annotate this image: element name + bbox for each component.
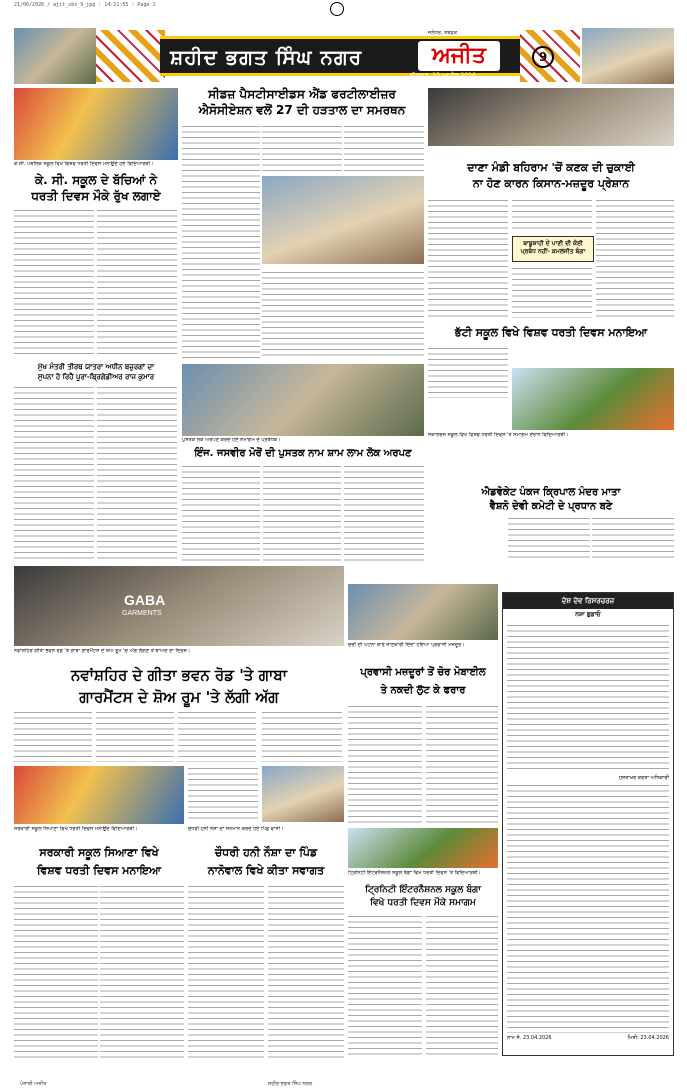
trinity-headline: ਟ੍ਰਿਨਿਟੀ ਇੰਟਰਨੈਸ਼ਨਲ ਸਕੂਲ ਬੰਗਾ ਵਿਖੇ ਧਰਤੀ ਦਿਵਸ ਮੌਕੇ ਸਮਾਗਮ <box>365 885 481 908</box>
mandi-body-col4 <box>596 198 674 318</box>
chaudhary-photo <box>262 766 344 822</box>
mandi-photo <box>428 88 674 146</box>
book-launch-photo <box>182 364 424 436</box>
theft-body-col2 <box>426 704 498 824</box>
fire-caption: ਨਵਾਂਸ਼ਹਿਰ ਗੀਤਾ ਭਵਨ ਰੋਡ 'ਤੇ ਗਾਬਾ ਗਾਰਮੈਂਟਸ ਦੇ ਸ਼ੋਅ ਰੂਮ 'ਚ ਅੱਗ ਲੱਗਣ ਤੋਂ ਬਾਅਦ ਦਾ ਦ੍ਰਿਸ਼। <box>14 648 191 654</box>
cm-plaque-body-col1 <box>14 385 94 560</box>
strike-body-col3 <box>344 124 424 174</box>
theft-body-col1 <box>348 704 422 824</box>
theft-caption: ਚੋਰੀ ਦੀ ਘਟਨਾ ਬਾਰੇ ਜਾਣਕਾਰੀ ਦਿੰਦਾ ਹੋਇਆ ਪ੍ਰਵਾਸੀ ਮਜ਼ਦੂਰ। <box>348 642 465 648</box>
notice-sign-off: ਹਸਤਾਖਰ ਕਰਤਾ ਅਧਿਕਾਰੀ <box>618 775 669 781</box>
strike-body-col1 <box>182 124 260 362</box>
kc-school-headline: ਕੇ. ਸੀ. ਸਕੂਲ ਦੇ ਬੱਚਿਆਂ ਨੇ ਧਰਤੀ ਦਿਵਸ ਮੌਕੇ ਰੁੱਖ ਲਗਾਏ <box>31 173 161 203</box>
strike-photo <box>262 176 424 264</box>
masthead-pattern-left <box>95 30 165 82</box>
masthead-statue-photo <box>14 28 96 84</box>
page-number: 9 <box>532 46 554 68</box>
book-body-col2 <box>263 464 341 562</box>
kc-school-body-col1 <box>14 208 94 358</box>
kc-school-photo <box>14 88 178 160</box>
chaudhary-headline: ਚੌਧਰੀ ਹਨੀ ਨੌਸ਼ਾ ਦਾ ਪਿੰਡ ਨਾਨੋਵਾਲ ਵਿਖੇ ਕੀਤਾ ਸਵਾਗਤ <box>207 846 325 877</box>
fire-body-col1 <box>14 710 92 762</box>
advocate-body-col2 <box>592 516 674 562</box>
strike-body-col2 <box>262 124 342 174</box>
masthead <box>160 36 520 79</box>
public-notice <box>502 592 674 1056</box>
gaba-sign: GABA <box>124 592 166 608</box>
cm-plaque-headline: ਮੁੱਖ ਮੰਤਰੀ ਤੀਰਥ ਯਾਤਰਾ ਅਧੀਨ ਬਜ਼ੁਰਗਾਂ ਦਾ ਸੁਪਨਾ ਹੋ ਰਿਹੈ ਪੂਰਾ-ਬ੍ਰਿਗੇਡੀਅਰ ਰਾਜ ਕੁਮਾਰ <box>37 363 155 381</box>
notice-title: ਦੇਸ਼ ਦੇਵ ਰਿਸਰਚਰਜ਼ <box>503 593 673 609</box>
fire-headline: ਨਵਾਂਸ਼ਹਿਰ ਦੇ ਗੀਤਾ ਭਵਨ ਰੋਡ 'ਤੇ ਗਾਬਾ ਗਾਰਮੈਂਟਸ ਦੇ ਸ਼ੋਅ ਰੂਮ 'ਤੇ ਲੱਗੀ ਅੱਗ <box>70 666 288 706</box>
kc-school-caption: ਕੇ.ਸੀ. ਪਬਲਿਕ ਸਕੂਲ ਵਿਖੇ ਵਿਸ਼ਵ ਧਰਤੀ ਦਿਵਸ ਮਨਾਉਂਦੇ ਹੋਏ ਵਿਦਿਆਰਥੀ। <box>14 161 154 167</box>
notice-body-1 <box>507 623 669 773</box>
bhatti-body-col1 <box>428 346 508 398</box>
mandi-body-col2 <box>512 198 592 232</box>
notice-subtitle: ਨਸ਼ਾ ਛੁਡਾਓ <box>575 611 601 618</box>
masthead-date: ਵੀਰਵਾਰ, 23 ਅਪ੍ਰੈਲ 2026 <box>410 72 476 79</box>
masthead-city-note: ਜਲੰਧਰ, ਸਬਡਕ <box>428 30 458 36</box>
siana-body-col1 <box>14 884 98 1058</box>
fire-body-col2 <box>96 710 174 762</box>
mandi-body-col3 <box>512 266 592 318</box>
mandi-body-col1 <box>428 198 508 318</box>
print-meta-line: 21/06/2026 / ajit_sbs_9_jpg : 14:21:55 : Page 1 <box>14 2 156 8</box>
book-body-col3 <box>344 464 424 562</box>
trinity-photo <box>348 828 498 868</box>
fire-photo <box>14 566 344 646</box>
chaudhary-body-col1 <box>188 884 264 1058</box>
bhatti-headline: ਭੱਟੀ ਸਕੂਲ ਵਿਖੇ ਵਿਸ਼ਵ ਧਰਤੀ ਦਿਵਸ ਮਨਾਇਆ <box>454 326 648 339</box>
cm-plaque-body-col2 <box>97 385 177 560</box>
chaudhary-body-top <box>188 766 258 822</box>
bhatti-caption: ਸਕਾਲਰਜ਼ ਸਕੂਲ ਵਿਖੇ ਵਿਸ਼ਵ ਧਰਤੀ ਦਿਵਸ 'ਤੇ ਸਮਾਗਮ ਦੌਰਾਨ ਵਿਦਿਆਰਥੀ। <box>428 432 569 438</box>
advocate-body-col1 <box>508 516 590 562</box>
masthead-title: ਸ਼ਹੀਦ ਭਗਤ ਸਿੰਘ ਨਗਰ <box>170 45 363 69</box>
notice-body-2 <box>507 783 669 1033</box>
book-headline: ਇੰਜ. ਜਸਵੀਰ ਮੋਰੋਂ ਦੀ ਪੁਸਤਕ ਨਾਮ ਸ਼ਾਮ ਲਾਮ ਲੋਕ ਅਰਪਣ <box>194 448 412 459</box>
chaudhary-body-col2 <box>268 884 344 1058</box>
masthead-building-photo <box>582 28 674 84</box>
bhatti-photo <box>512 368 674 430</box>
advocate-headline: ਐਡਵੋਕੇਟ ਪੰਕਜ ਕ੍ਰਿਪਾਲ ਮੰਦਰ ਮਾਤਾ ਵੈਸ਼ਨੋ ਦੇਵੀ ਕਮੇਟੀ ਦੇ ਪ੍ਰਧਾਨ ਬਣੇ <box>481 487 621 512</box>
mandi-pull-quote: ਬਾਬੂਸ਼ਾਹੀ ਦੇ ਪਾਣੀ ਦੀ ਕੋਈ ਪ੍ਰਬੰਧ ਨਹੀਂ- ਕਮਲਜੀਤ ਬੰਗਾ <box>512 236 594 262</box>
page-footer: ਪੰਜਾਬੀ ਅਜੀਤ ਸ਼ਹੀਦ ਭਗਤ ਸਿੰਘ ਨਗਰ <box>20 1081 313 1087</box>
theft-photo <box>348 584 498 640</box>
gaba-sign-sub: GARMENTS <box>122 610 162 617</box>
chaudhary-caption: ਚੌਧਰੀ ਹਨੀ ਨੌਸ਼ਾ ਦਾ ਸਨਮਾਨ ਕਰਦੇ ਹੋਏ ਪਿੰਡ ਵਾਸੀ। <box>188 826 284 832</box>
trinity-body-col2 <box>426 914 498 1058</box>
registration-mark <box>330 2 344 16</box>
notice-footer: ਨਾਮ ਸੰ. 23.04.2026 ਮਿਤੀ: 23.04.2026 <box>507 1035 669 1041</box>
trinity-caption: ਟ੍ਰਿਨਿਟੀ ਇੰਟਰਨੈਸ਼ਨਲ ਸਕੂਲ ਬੰਗਾ ਵਿਖੇ ਧਰਤੀ ਦਿਵਸ 'ਤੇ ਵਿਦਿਆਰਥੀ। <box>348 870 481 876</box>
siana-headline: ਸਰਕਾਰੀ ਸਕੂਲ ਸਿਆਣਾ ਵਿਖੇ ਵਿਸ਼ਵ ਧਰਤੀ ਦਿਵਸ ਮਨਾਇਆ <box>36 846 162 877</box>
siana-caption: ਸਰਕਾਰੀ ਸਕੂਲ ਸਿਆਣਾ ਵਿਖੇ ਧਰਤੀ ਦਿਵਸ ਮਨਾਉਂਦੇ ਵਿਦਿਆਰਥੀ। <box>14 826 138 832</box>
trinity-body-col1 <box>348 914 422 1058</box>
theft-headline: ਪ੍ਰਵਾਸੀ ਮਜ਼ਦੂਰਾਂ ਤੋਂ ਚੋਰ ਮੋਬਾਈਲ ਤੇ ਨਕਦੀ ਲੁੱਟ ਕੇ ਫਰਾਰ <box>360 667 486 696</box>
ajit-logo: ਅਜੀਤ <box>418 41 500 71</box>
fire-body-col4 <box>262 710 342 762</box>
book-caption: ਪੁਸਤਕ ਲੋਕ ਅਰਪਣ ਕਰਦੇ ਹੋਏ ਸਮਾਗਮ ਦੇ ਪ੍ਰਬੰਧਕ। <box>182 437 281 443</box>
siana-school-photo <box>14 766 184 824</box>
strike-body-col4 <box>262 270 424 360</box>
kc-school-body-col2 <box>97 208 177 358</box>
strike-headline: ਸੀਡਜ਼ ਪੈਸਟੀਸਾਈਡਸ ਐਂਡ ਫਰਟੀਲਾਈਜ਼ਰ ਐਸੋਸੀਏਸ਼ਨ ਵਲੋਂ 27 ਦੀ ਹੜਤਾਲ ਦਾ ਸਮਰਥਨ <box>198 87 406 117</box>
siana-body-col2 <box>100 884 184 1058</box>
mandi-headline: ਦਾਣਾ ਮੰਡੀ ਬਹਿਰਾਮ 'ਚੋਂ ਕਣਕ ਦੀ ਚੁਕਾਈ ਨਾ ਹੋਣ ਕਾਰਨ ਕਿਸਾਨ-ਮਜ਼ਦੂਰ ਪ੍ਰੇਸ਼ਾਨ <box>467 161 635 190</box>
fire-body-col3 <box>178 710 256 762</box>
book-body-col1 <box>182 464 260 562</box>
